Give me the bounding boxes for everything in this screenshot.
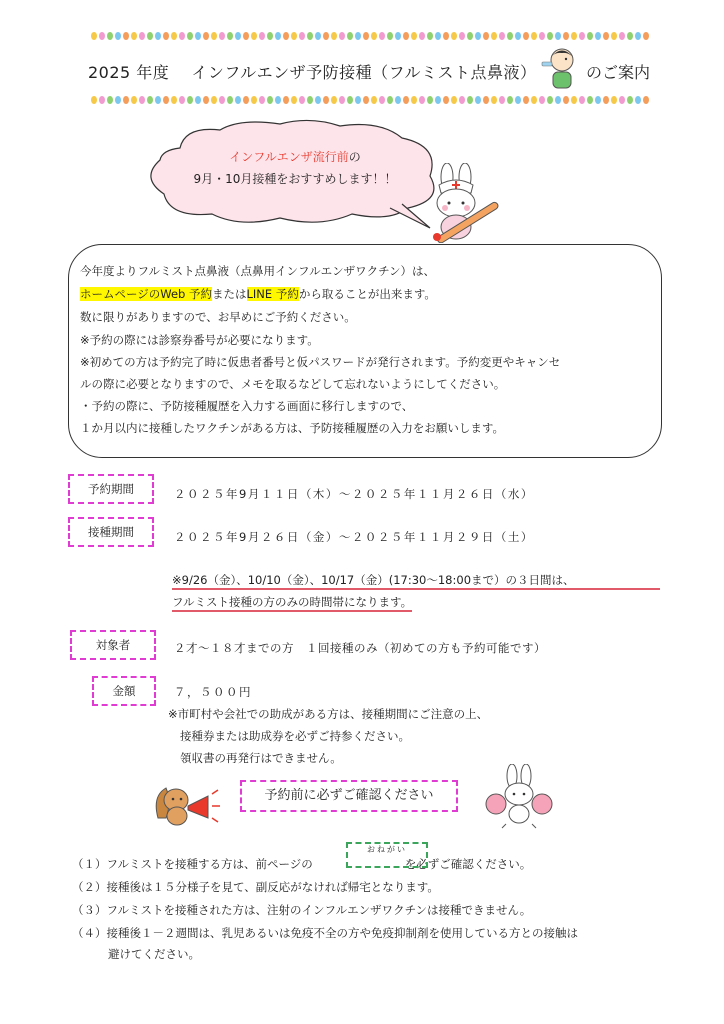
decorative-dot bbox=[443, 32, 449, 40]
decorative-dot bbox=[443, 96, 449, 104]
squirrel-megaphone-icon bbox=[152, 778, 222, 828]
top-dot-border bbox=[90, 30, 650, 42]
decorative-dot bbox=[363, 32, 369, 40]
decorative-dot bbox=[179, 96, 185, 104]
decorative-dot bbox=[387, 32, 393, 40]
info-line-3: 数に限りがありますので、お早めにご予約ください。 bbox=[80, 310, 356, 324]
decorative-dot bbox=[331, 32, 337, 40]
special-note-underline bbox=[420, 588, 660, 590]
decorative-dot bbox=[387, 96, 393, 104]
decorative-dot bbox=[243, 32, 249, 40]
decorative-dot bbox=[115, 32, 121, 40]
decorative-dot bbox=[555, 32, 561, 40]
decorative-dot bbox=[611, 32, 617, 40]
decorative-dot bbox=[595, 32, 601, 40]
decorative-dot bbox=[227, 32, 233, 40]
decorative-dot bbox=[195, 32, 201, 40]
title-main: インフルエンザ予防接種（フルミスト点鼻液） bbox=[191, 63, 537, 82]
decorative-dot bbox=[595, 96, 601, 104]
decorative-dot bbox=[547, 32, 553, 40]
decorative-dot bbox=[323, 32, 329, 40]
decorative-dot bbox=[211, 96, 217, 104]
decorative-dot bbox=[91, 96, 97, 104]
decorative-dot bbox=[131, 96, 137, 104]
decorative-dot bbox=[499, 96, 505, 104]
decorative-dot bbox=[347, 32, 353, 40]
decorative-dot bbox=[379, 32, 385, 40]
decorative-dot bbox=[99, 32, 105, 40]
decorative-dot bbox=[627, 96, 633, 104]
decorative-dot bbox=[235, 32, 241, 40]
confirm-banner: 予約前に必ずご確認ください bbox=[240, 780, 458, 812]
info-line-8: １か月以内に接種したワクチンがある方は、予防接種履歴の入力をお願いします。 bbox=[80, 421, 505, 435]
decorative-dot bbox=[291, 32, 297, 40]
decorative-dot bbox=[539, 32, 545, 40]
price-note-1: ※市町村や会社での助成がある方は、接種期間にご注意の上、 bbox=[168, 707, 489, 721]
decorative-dot bbox=[563, 32, 569, 40]
decorative-dot bbox=[515, 32, 521, 40]
decorative-dot bbox=[339, 32, 345, 40]
decorative-dot bbox=[523, 32, 529, 40]
notice-item-4: （４）接種後１－２週間は、乳児あるいは免疫不全の方や免疫抑制剤を使用している方との接触は bbox=[72, 926, 578, 940]
decorative-dot bbox=[579, 32, 585, 40]
notice-item-1: （１）フルミストを接種する方は、前ページの を必ずご確認ください。 bbox=[72, 857, 532, 871]
decorative-dot bbox=[187, 96, 193, 104]
decorative-dot bbox=[403, 96, 409, 104]
decorative-dot bbox=[91, 32, 97, 40]
decorative-dot bbox=[523, 96, 529, 104]
page-title bbox=[88, 60, 537, 83]
decorative-dot bbox=[459, 32, 465, 40]
decorative-dot bbox=[195, 96, 201, 104]
decorative-dot bbox=[603, 96, 609, 104]
decorative-dot bbox=[531, 32, 537, 40]
decorative-dot bbox=[299, 32, 305, 40]
reservation-period-value: ２０２５年9月１１日（木）～２０２５年１１月２６日（水） bbox=[174, 487, 534, 501]
decorative-dot bbox=[427, 96, 433, 104]
decorative-dot bbox=[123, 96, 129, 104]
decorative-dot bbox=[251, 96, 257, 104]
decorative-dot bbox=[411, 32, 417, 40]
decorative-dot bbox=[331, 96, 337, 104]
price-value: ７，５００円 bbox=[174, 685, 252, 699]
decorative-dot bbox=[515, 96, 521, 104]
decorative-dot bbox=[491, 32, 497, 40]
info-line-5: ※初めての方は予約完了時に仮患者番号と仮パスワードが発行されます。予約変更やキャンセ bbox=[80, 355, 561, 369]
decorative-dot bbox=[307, 96, 313, 104]
decorative-dot bbox=[259, 96, 265, 104]
onegai-box: おねがい bbox=[346, 842, 428, 868]
decorative-dot bbox=[635, 96, 641, 104]
cheerleader-rabbit-icon bbox=[484, 764, 554, 830]
decorative-dot bbox=[547, 96, 553, 104]
reservation-period-label: 予約期間 bbox=[68, 474, 154, 504]
decorative-dot bbox=[483, 32, 489, 40]
decorative-dot bbox=[171, 96, 177, 104]
decorative-dot bbox=[347, 96, 353, 104]
decorative-dot bbox=[475, 96, 481, 104]
decorative-dot bbox=[243, 96, 249, 104]
price-label: 金額 bbox=[92, 676, 156, 706]
decorative-dot bbox=[147, 32, 153, 40]
decorative-dot bbox=[339, 96, 345, 104]
decorative-dot bbox=[171, 32, 177, 40]
decorative-dot bbox=[395, 32, 401, 40]
decorative-dot bbox=[371, 96, 377, 104]
bubble-line-1: インフルエンザ流行前の bbox=[229, 150, 361, 164]
decorative-dot bbox=[627, 32, 633, 40]
decorative-dot bbox=[139, 96, 145, 104]
decorative-dot bbox=[555, 96, 561, 104]
decorative-dot bbox=[107, 32, 113, 40]
decorative-dot bbox=[619, 32, 625, 40]
bottom-dot-border bbox=[90, 94, 650, 106]
decorative-dot bbox=[467, 32, 473, 40]
notice-item-3: （３）フルミストを接種された方は、注射のインフルエンザワクチンは接種できません。 bbox=[72, 903, 532, 917]
bubble-highlight: インフルエンザ流行前 bbox=[229, 150, 349, 164]
decorative-dot bbox=[571, 32, 577, 40]
nurse-rabbit-thermometer-icon bbox=[425, 163, 505, 243]
decorative-dot bbox=[403, 32, 409, 40]
decorative-dot bbox=[355, 32, 361, 40]
decorative-dot bbox=[587, 96, 593, 104]
decorative-dot bbox=[139, 32, 145, 40]
decorative-dot bbox=[643, 32, 649, 40]
web-reservation-highlight: ホームページのWeb 予約 bbox=[80, 287, 212, 301]
decorative-dot bbox=[227, 96, 233, 104]
decorative-dot bbox=[187, 32, 193, 40]
decorative-dot bbox=[203, 96, 209, 104]
decorative-dot bbox=[587, 32, 593, 40]
decorative-dot bbox=[483, 96, 489, 104]
decorative-dot bbox=[267, 96, 273, 104]
decorative-dot bbox=[371, 32, 377, 40]
decorative-dot bbox=[531, 96, 537, 104]
decorative-dot bbox=[315, 96, 321, 104]
decorative-dot bbox=[411, 96, 417, 104]
decorative-dot bbox=[275, 32, 281, 40]
decorative-dot bbox=[283, 32, 289, 40]
decorative-dot bbox=[619, 96, 625, 104]
decorative-dot bbox=[563, 96, 569, 104]
notice-item-4-cont: 避けてください。 bbox=[108, 947, 200, 961]
decorative-dot bbox=[467, 96, 473, 104]
special-hours-note-1: ※9/26（金）、10/10（金）、10/17（金）(17:30～18:00まで）の３日間は、 bbox=[172, 572, 575, 588]
decorative-dot bbox=[131, 32, 137, 40]
title-tail: のご案内 bbox=[586, 63, 651, 82]
decorative-dot bbox=[451, 96, 457, 104]
decorative-dot bbox=[163, 96, 169, 104]
decorative-dot bbox=[291, 96, 297, 104]
decorative-dot bbox=[275, 96, 281, 104]
decorative-dot bbox=[267, 32, 273, 40]
info-line-7: ・予約の際に、予防接種履歴を入力する画面に移行しますので、 bbox=[80, 399, 414, 413]
decorative-dot bbox=[459, 96, 465, 104]
decorative-dot bbox=[355, 96, 361, 104]
decorative-dot bbox=[435, 32, 441, 40]
decorative-dot bbox=[419, 96, 425, 104]
decorative-dot bbox=[107, 96, 113, 104]
decorative-dot bbox=[379, 96, 385, 104]
line-reservation-highlight: LINE 予約 bbox=[246, 287, 299, 301]
decorative-dot bbox=[363, 96, 369, 104]
decorative-dot bbox=[251, 32, 257, 40]
decorative-dot bbox=[259, 32, 265, 40]
decorative-dot bbox=[219, 96, 225, 104]
info-line-2: ホームページのWeb 予約またはLINE 予約から取ることが出来ます。 bbox=[80, 287, 436, 301]
decorative-dot bbox=[643, 96, 649, 104]
decorative-dot bbox=[507, 96, 513, 104]
decorative-dot bbox=[491, 96, 497, 104]
decorative-dot bbox=[155, 96, 161, 104]
decorative-dot bbox=[179, 32, 185, 40]
decorative-dot bbox=[635, 32, 641, 40]
decorative-dot bbox=[219, 32, 225, 40]
decorative-dot bbox=[147, 96, 153, 104]
decorative-dot bbox=[299, 96, 305, 104]
title-year: 2025 年度 bbox=[88, 63, 170, 82]
decorative-dot bbox=[323, 96, 329, 104]
decorative-dot bbox=[163, 32, 169, 40]
decorative-dot bbox=[155, 32, 161, 40]
decorative-dot bbox=[603, 32, 609, 40]
decorative-dot bbox=[395, 96, 401, 104]
decorative-dot bbox=[507, 32, 513, 40]
decorative-dot bbox=[307, 32, 313, 40]
price-note-3: 領収書の再発行はできません。 bbox=[180, 751, 342, 765]
price-note-2: 接種券または助成券を必ずご持参ください。 bbox=[180, 729, 410, 743]
notice-item-2: （２）接種後は１５分様子を見て、副反応がなければ帰宅となります。 bbox=[72, 880, 439, 894]
info-line-1: 今年度よりフルミスト点鼻液（点鼻用インフルエンザワクチン）は、 bbox=[80, 264, 436, 278]
decorative-dot bbox=[451, 32, 457, 40]
decorative-dot bbox=[235, 96, 241, 104]
decorative-dot bbox=[427, 32, 433, 40]
decorative-dot bbox=[539, 96, 545, 104]
info-line-6: ルの際に必要となりますので、メモを取るなどして忘れないようにしてください。 bbox=[80, 377, 506, 391]
decorative-dot bbox=[475, 32, 481, 40]
decorative-dot bbox=[123, 32, 129, 40]
special-hours-note-2: フルミスト接種の方のみの時間帯になります。 bbox=[172, 594, 412, 610]
vaccination-period-label: 接種期間 bbox=[68, 517, 154, 547]
target-value: ２才～１８才までの方 １回接種のみ（初めての方も予約可能です） bbox=[174, 641, 546, 655]
decorative-dot bbox=[211, 32, 217, 40]
decorative-dot bbox=[579, 96, 585, 104]
bubble-line-2: 9月・10月接種をおすすめします！！ bbox=[193, 172, 397, 186]
decorative-dot bbox=[115, 96, 121, 104]
decorative-dot bbox=[499, 32, 505, 40]
decorative-dot bbox=[283, 96, 289, 104]
decorative-dot bbox=[99, 96, 105, 104]
info-line-4: ※予約の際には診察券番号が必要になります。 bbox=[80, 333, 319, 347]
decorative-dot bbox=[315, 32, 321, 40]
decorative-dot bbox=[419, 32, 425, 40]
vaccination-period-value: ２０２５年9月２６日（金）～２０２５年１１月２９日（土） bbox=[174, 530, 534, 544]
decorative-dot bbox=[611, 96, 617, 104]
decorative-dot bbox=[203, 32, 209, 40]
decorative-dot bbox=[571, 96, 577, 104]
boy-nasal-spray-icon bbox=[540, 44, 580, 90]
target-label: 対象者 bbox=[70, 630, 156, 660]
decorative-dot bbox=[435, 96, 441, 104]
